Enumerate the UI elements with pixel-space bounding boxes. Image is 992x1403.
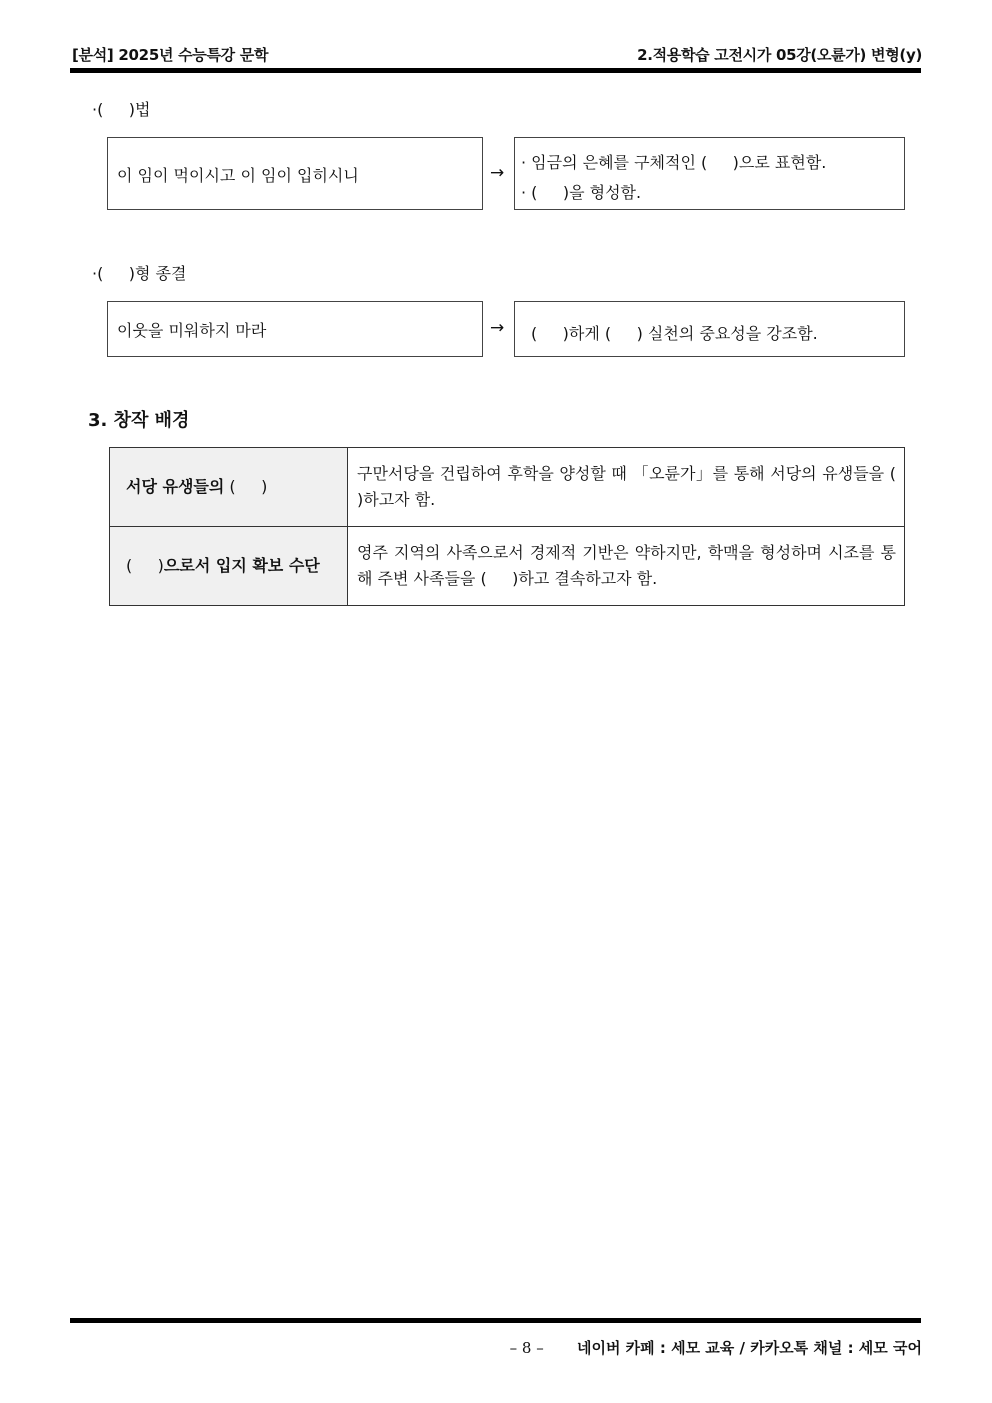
section2-note-box bbox=[514, 301, 905, 357]
section1-source-box bbox=[107, 137, 483, 210]
background-table bbox=[109, 447, 922, 606]
section3-title: 3. 창작 배경 bbox=[88, 410, 190, 431]
row1-label-bold: 서당 유생들의 bbox=[126, 477, 225, 496]
section2-note: ( )하게 ( ) 실천의 중요성을 강조함. bbox=[531, 324, 818, 343]
footer-text: 네이버 카페 : 세모 교육 / 카카오톡 채널 : 세모 국어 bbox=[576, 1339, 922, 1357]
row1-label-rest: ( ) bbox=[224, 477, 268, 496]
section2-heading: ·( )형 종결 bbox=[92, 264, 187, 283]
header-rule bbox=[70, 68, 921, 73]
table-row bbox=[110, 527, 905, 606]
header-left-title: [분석] 2025년 수능특강 문학 bbox=[72, 46, 269, 64]
row1-label bbox=[110, 448, 348, 527]
row2-label-bold: 으로서 입지 확보 수단 bbox=[163, 556, 320, 575]
section2-source-box bbox=[107, 301, 483, 357]
section2-arrow: → bbox=[490, 318, 505, 338]
section1-note-box bbox=[514, 137, 905, 210]
table-row bbox=[110, 448, 905, 527]
row1-value: 구만서당을 건립하여 후학을 양성할 때 「오륜가」를 통해 서당의 유생들을 ( )하고자 함. bbox=[348, 448, 905, 527]
row2-label-lead: ( ) bbox=[126, 556, 164, 575]
section1-note-2: · ( )을 형성함. bbox=[521, 183, 642, 202]
footer bbox=[510, 1337, 922, 1358]
section1-source-text: 이 임이 먹이시고 이 임이 입히시니 bbox=[117, 166, 359, 185]
page-number: – 8 – bbox=[509, 1339, 544, 1357]
row2-label bbox=[110, 527, 348, 606]
section1-heading: ·( )법 bbox=[92, 100, 151, 119]
footer-rule bbox=[70, 1318, 921, 1323]
section1-note-1: · 임금의 은혜를 구체적인 ( )으로 표현함. bbox=[521, 153, 827, 172]
header-right-title: 2.적용학습 고전시가 05강(오륜가) 변형(y) bbox=[637, 46, 922, 64]
section2-source-text: 이웃을 미워하지 마라 bbox=[117, 321, 267, 340]
row2-value: 영주 지역의 사족으로서 경제적 기반은 약하지만, 학맥을 형성하며 시조를 통해 주변 사족들을 ( )하고 결속하고자 함. bbox=[348, 527, 905, 606]
section1-arrow: → bbox=[490, 163, 505, 183]
